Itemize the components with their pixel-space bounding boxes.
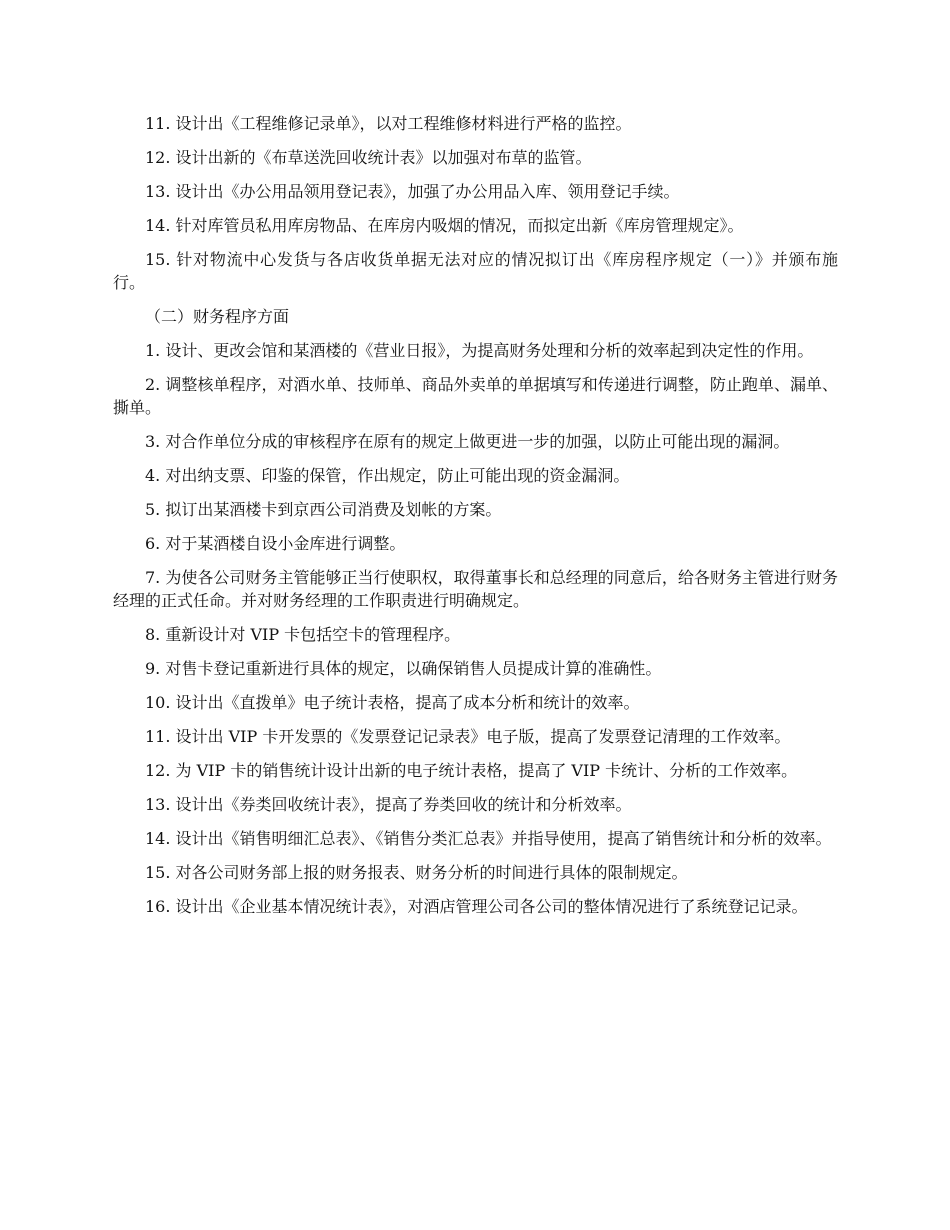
finance-item-13: 13. 设计出《券类回收统计表》，提高了券类回收的统计和分析效率。: [145, 795, 632, 814]
paragraph-item-14: 14. 针对库管员私用库房物品、在库房内吸烟的情况，而拟定出新《库房管理规定》。: [145, 216, 744, 235]
paragraph-item-11: 11. 设计出《工程维修记录单》，以对工程维修材料进行严格的监控。: [145, 114, 632, 133]
finance-item-14: 14. 设计出《销售明细汇总表》、《销售分类汇总表》并指导使用，提高了销售统计和分析的效率。: [145, 829, 832, 848]
finance-item-7: 7. 为使各公司财务主管能够正当行使职权，取得董事长和总经理的同意后，给各财务主管进行财务经理的正式任命。并对财务经理的工作职责进行明确规定。: [113, 568, 838, 610]
finance-item-9: 9. 对售卡登记重新进行具体的规定，以确保销售人员提成计算的准确性。: [145, 659, 662, 678]
finance-item-2: 2. 调整核单程序，对酒水单、技师单、商品外卖单的单据填写和传递进行调整，防止跑单、漏单、撕单。: [113, 375, 838, 417]
finance-item-11: 11. 设计出 VIP 卡开发票的《发票登记记录表》电子版，提高了发票登记清理的工作效率。: [145, 727, 791, 746]
document-body: [113, 112, 838, 929]
finance-item-12: 12. 为 VIP 卡的销售统计设计出新的电子统计表格，提高了 VIP 卡统计、分析的工作效率。: [145, 761, 798, 780]
paragraph-item-13: 13. 设计出《办公用品领用登记表》，加强了办公用品入库、领用登记手续。: [145, 182, 680, 201]
paragraph-item-12: 12. 设计出新的《布草送洗回收统计表》以加强对布草的监管。: [145, 148, 592, 167]
finance-item-6: 6. 对于某酒楼自设小金库进行调整。: [145, 534, 406, 553]
section-heading-finance: （二）财务程序方面: [145, 307, 290, 326]
finance-item-16: 16. 设计出《企业基本情况统计表》，对酒店管理公司各公司的整体情况进行了系统登记记录。: [145, 897, 808, 916]
finance-item-3: 3. 对合作单位分成的审核程序在原有的规定上做更进一步的加强，以防止可能出现的漏洞。: [145, 432, 790, 451]
finance-item-1: 1. 设计、更改会馆和某酒楼的《营业日报》，为提高财务处理和分析的效率起到决定性的作用。: [145, 341, 814, 360]
finance-item-10: 10. 设计出《直拨单》电子统计表格，提高了成本分析和统计的效率。: [145, 693, 640, 712]
finance-item-5: 5. 拟订出某酒楼卡到京西公司消费及划帐的方案。: [145, 500, 502, 519]
finance-item-15: 15. 对各公司财务部上报的财务报表、财务分析的时间进行具体的限制规定。: [145, 863, 688, 882]
finance-item-8: 8. 重新设计对 VIP 卡包括空卡的管理程序。: [145, 625, 461, 644]
paragraph-item-15: 15. 针对物流中心发货与各店收货单据无法对应的情况拟订出《库房程序规定（一）》并颁布施行。: [113, 250, 838, 292]
finance-item-4: 4. 对出纳支票、印鉴的保管，作出规定，防止可能出现的资金漏洞。: [145, 466, 630, 485]
